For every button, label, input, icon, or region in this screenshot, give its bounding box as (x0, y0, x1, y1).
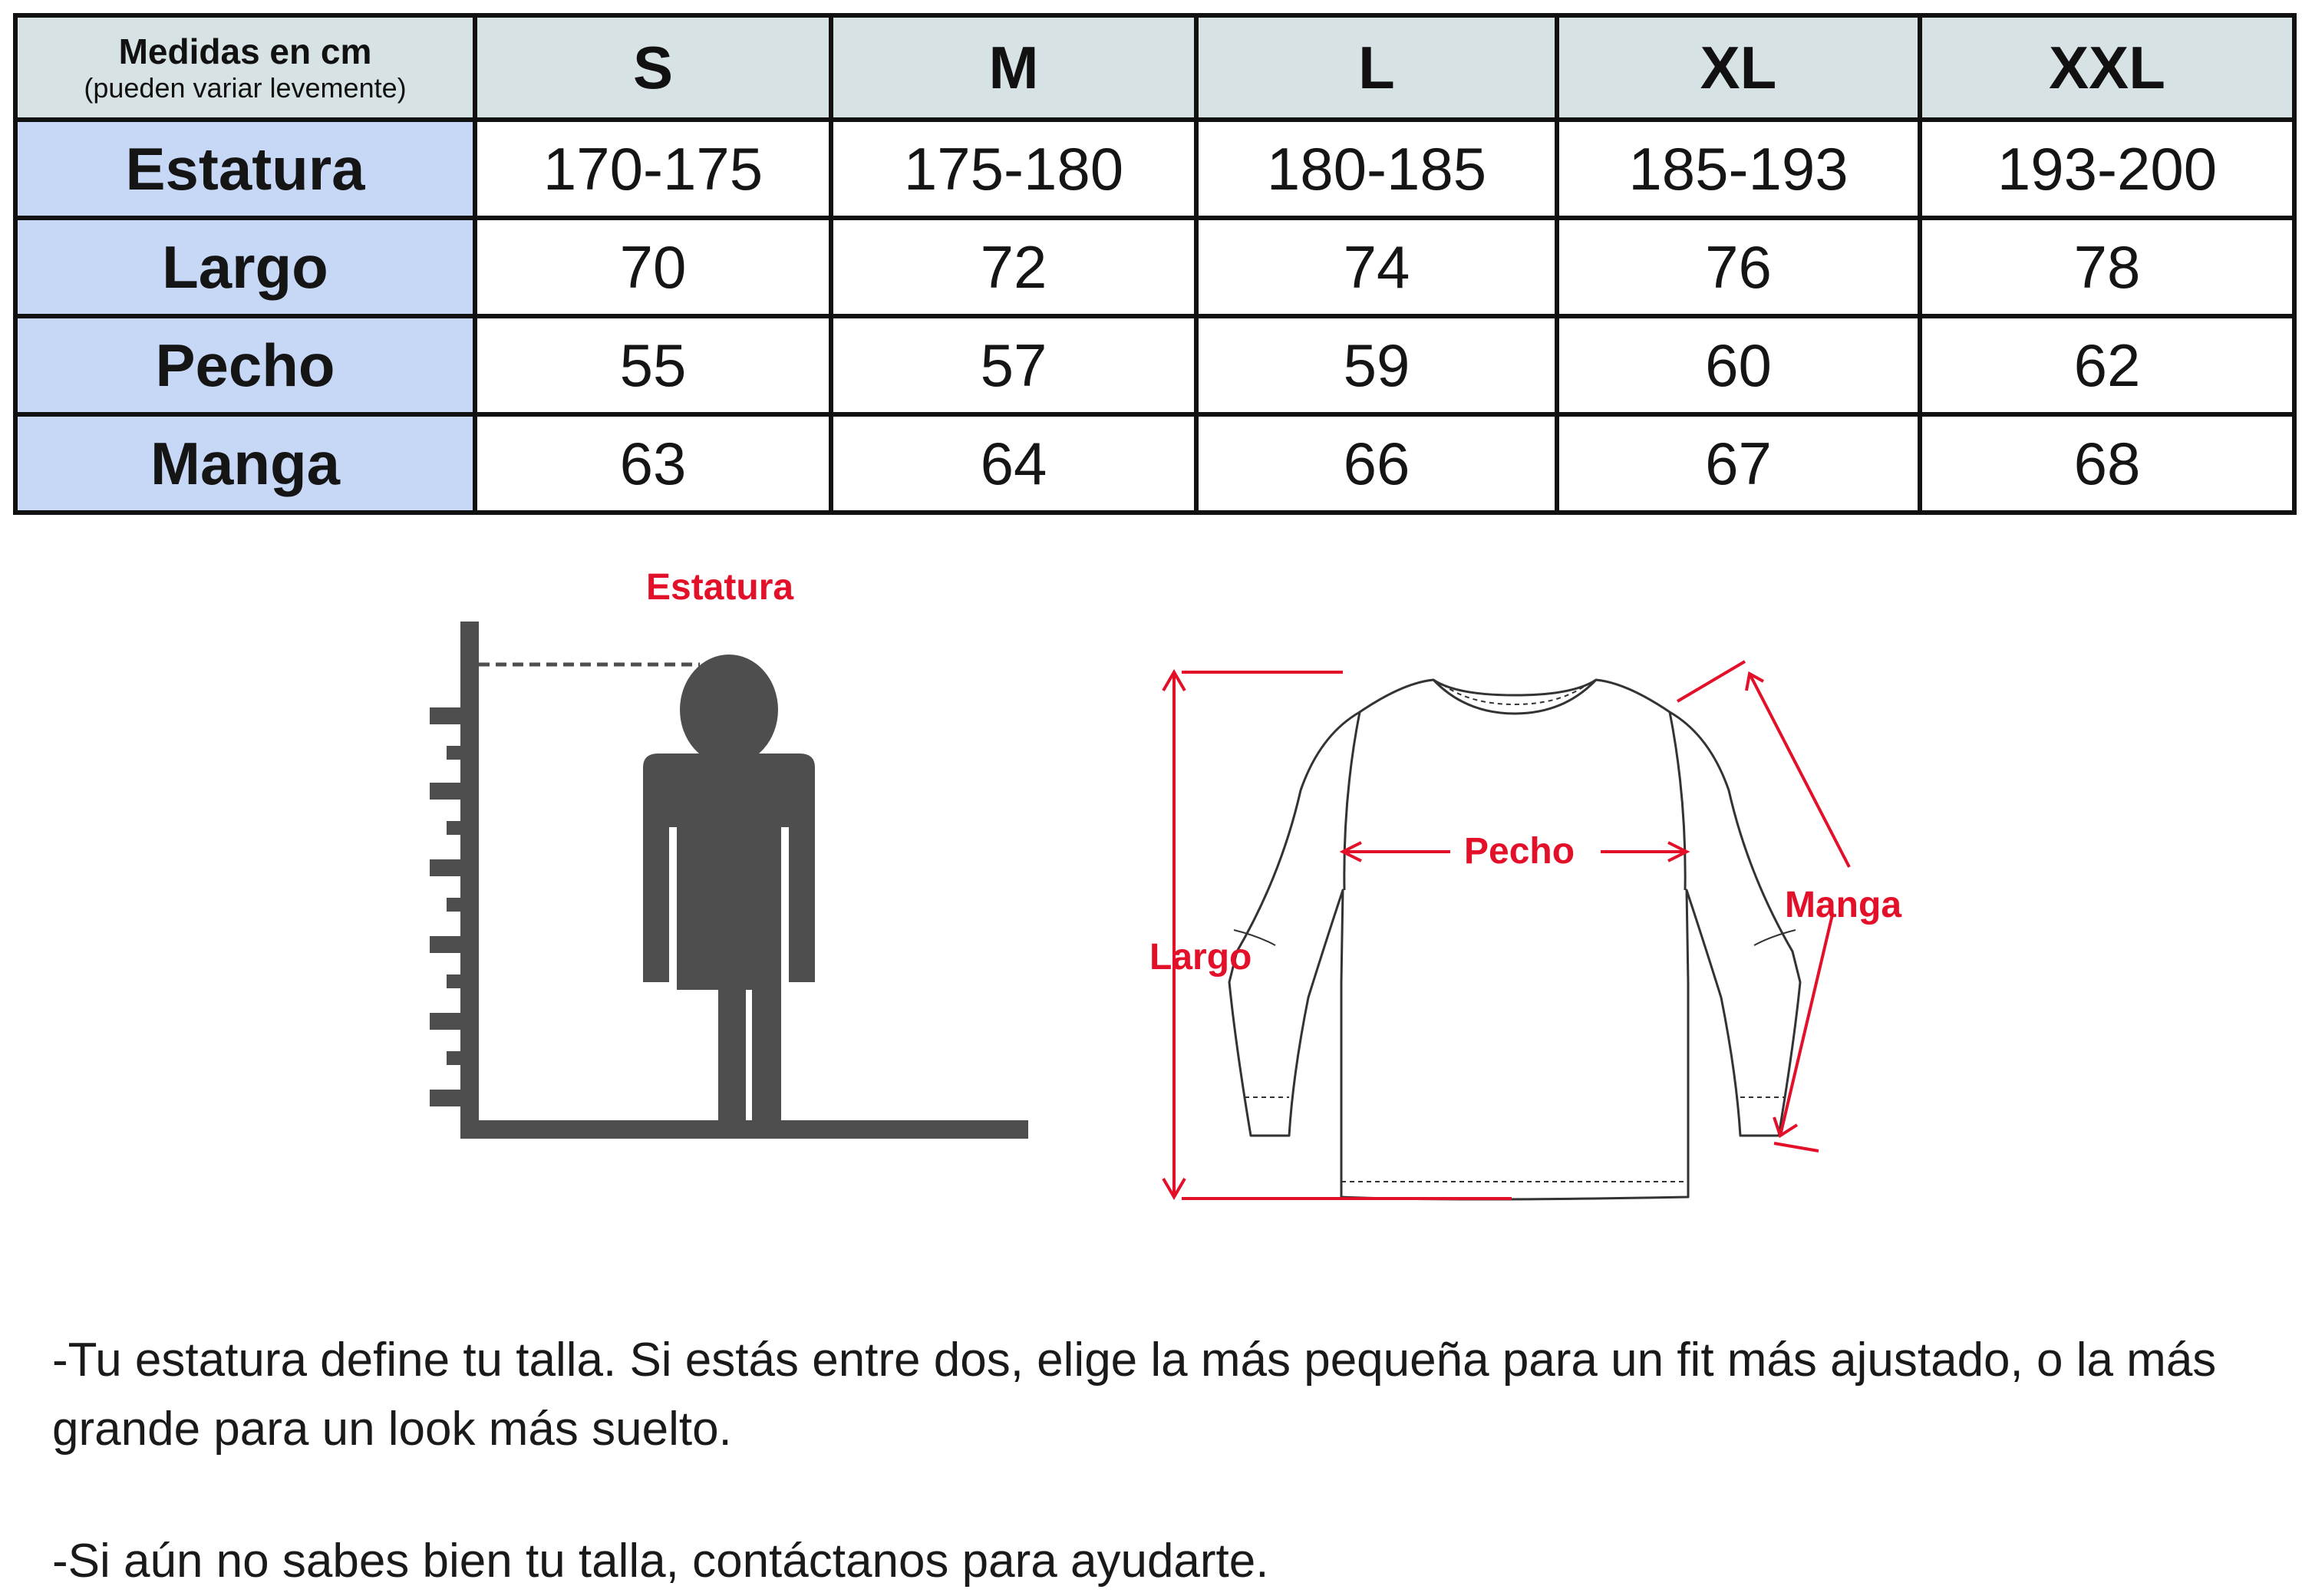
table-cell: 63 (475, 414, 831, 513)
size-header-row (15, 15, 2294, 120)
size-chart-table (13, 13, 2297, 515)
table-cell: 193-200 (1920, 120, 2294, 218)
table-cell: 62 (1920, 316, 2294, 414)
table-cell: 185-193 (1557, 120, 1920, 218)
height-figure (414, 552, 1044, 1212)
table-row-largo (15, 218, 2294, 316)
note-size-guidance: -Tu estatura define tu talla. Si estás entre dos, elige la más pequeña para un fit más ajustado, o la más grande para un look más suelto. (52, 1334, 2217, 1456)
table-cell: 170-175 (475, 120, 831, 218)
table-row-pecho (15, 316, 2294, 414)
table-cell: 68 (1920, 414, 2294, 513)
table-cell: 57 (831, 316, 1196, 414)
row-label: Estatura (15, 120, 475, 218)
shirt-figure (1143, 645, 1911, 1228)
table-cell: 70 (475, 218, 831, 316)
table-cell: 66 (1196, 414, 1557, 513)
size-header-m: M (831, 15, 1196, 120)
estatura-label: Estatura (646, 567, 794, 608)
table-cell: 55 (475, 316, 831, 414)
table-cell: 64 (831, 414, 1196, 513)
table-cell: 74 (1196, 218, 1557, 316)
size-header-xl: XL (1557, 15, 1920, 120)
largo-label: Largo (1149, 937, 1252, 978)
table-cell: 180-185 (1196, 120, 1557, 218)
table-cell: 60 (1557, 316, 1920, 414)
size-header-xxl: XXL (1920, 15, 2294, 120)
manga-label: Manga (1785, 885, 1902, 925)
table-cell: 67 (1557, 414, 1920, 513)
table-corner-cell (15, 15, 475, 120)
row-label: Largo (15, 218, 475, 316)
corner-title: Medidas en cm (118, 31, 372, 71)
table-cell: 78 (1920, 218, 2294, 316)
row-label: Manga (15, 414, 475, 513)
long-sleeve-shirt-icon (1229, 680, 1800, 1199)
note-contact: -Si aún no sabes bien tu talla, contáctanos para ayudarte. (52, 1535, 1269, 1588)
size-header-l: L (1196, 15, 1557, 120)
table-cell: 175-180 (831, 120, 1196, 218)
corner-subtitle: (pueden variar levemente) (84, 71, 407, 104)
person-silhouette-icon (643, 655, 815, 1120)
table-cell: 59 (1196, 316, 1557, 414)
size-header-s: S (475, 15, 831, 120)
pecho-label: Pecho (1464, 831, 1575, 872)
table-cell: 76 (1557, 218, 1920, 316)
table-row-estatura (15, 120, 2294, 218)
table-row-manga (15, 414, 2294, 513)
row-label: Pecho (15, 316, 475, 414)
table-cell: 72 (831, 218, 1196, 316)
